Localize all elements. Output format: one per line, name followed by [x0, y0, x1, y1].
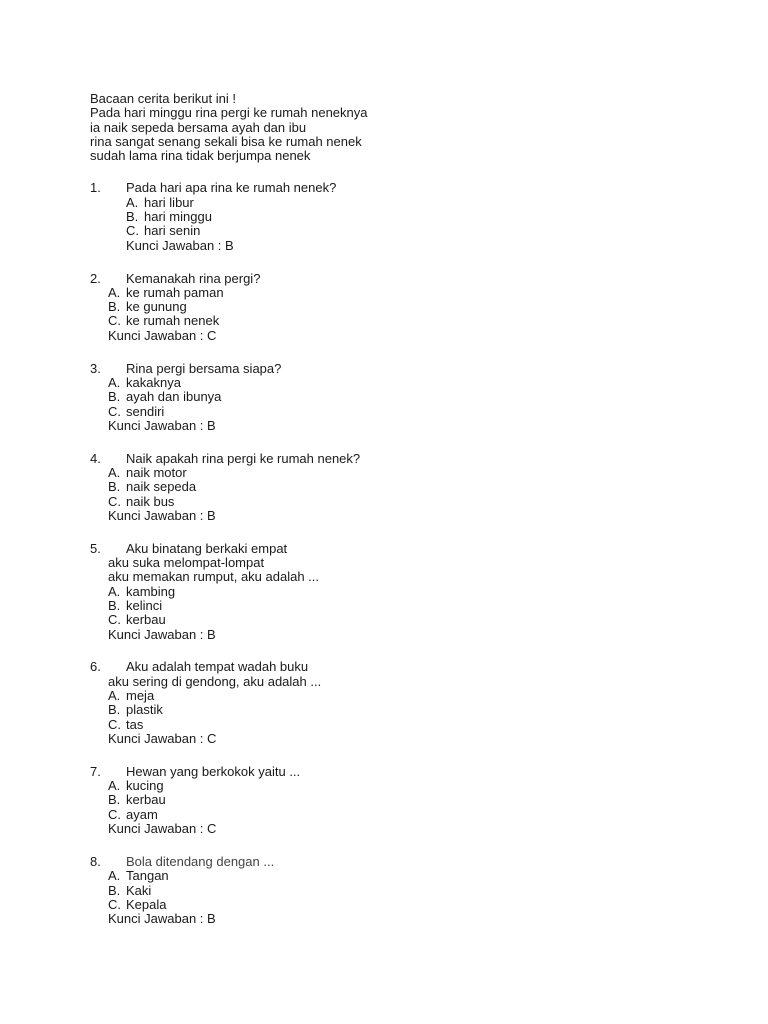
- answer-key: Kunci Jawaban : B: [108, 417, 216, 433]
- answer-key: Kunci Jawaban : C: [108, 327, 217, 343]
- option-letter: B.: [108, 702, 121, 718]
- option-text: kambing: [126, 583, 176, 599]
- question-text-continued: aku memakan rumput, aku adalah ...: [108, 569, 320, 585]
- option-text: hari minggu: [144, 209, 212, 225]
- answer-key: Kunci Jawaban : B: [108, 911, 216, 927]
- option-a: [90, 376, 690, 390]
- option-text: ayam: [126, 806, 158, 822]
- option-text: hari senin: [144, 223, 201, 239]
- question-8: [90, 855, 690, 926]
- answer-key: Kunci Jawaban : B: [108, 507, 216, 523]
- document-page: [90, 92, 690, 945]
- option-text: plastik: [126, 702, 163, 718]
- option-b: [90, 793, 690, 807]
- question-text: Rina pergi bersama siapa?: [126, 360, 282, 376]
- passage-line: ia naik sepeda bersama ayah dan ibu: [90, 119, 307, 135]
- option-b: [90, 599, 690, 613]
- option-letter: A.: [108, 374, 121, 390]
- question-5: [90, 542, 690, 642]
- reading-passage: [90, 92, 690, 163]
- option-letter: A.: [126, 194, 139, 210]
- option-text: ke rumah nenek: [126, 313, 220, 329]
- option-a: [90, 689, 690, 703]
- question-number: 7.: [90, 763, 101, 779]
- option-letter: C.: [108, 716, 121, 732]
- option-b: [90, 210, 690, 224]
- question-number: 8.: [90, 853, 101, 869]
- option-letter: A.: [108, 465, 121, 481]
- option-text: naik bus: [126, 493, 175, 509]
- option-text: ke rumah paman: [126, 284, 224, 300]
- option-letter: B.: [108, 792, 121, 808]
- question-text: Naik apakah rina pergi ke rumah nenek?: [126, 450, 361, 466]
- option-letter: A.: [108, 688, 121, 704]
- option-c: [90, 808, 690, 822]
- option-letter: A.: [108, 583, 121, 599]
- option-text: ayah dan ibunya: [126, 389, 222, 405]
- question-text-continued: aku suka melompat-lompat: [108, 555, 265, 571]
- option-text: ke gunung: [126, 299, 187, 315]
- option-text: hari libur: [144, 194, 194, 210]
- question-number: 2.: [90, 270, 101, 286]
- option-letter: C.: [126, 223, 139, 239]
- question-text: Aku binatang berkaki empat: [126, 540, 288, 556]
- option-letter: A.: [108, 284, 121, 300]
- option-a: [90, 286, 690, 300]
- option-b: [90, 703, 690, 717]
- option-b: [90, 300, 690, 314]
- option-a: [90, 869, 690, 883]
- answer-key: Kunci Jawaban : B: [126, 237, 234, 253]
- option-a: [90, 196, 690, 210]
- question-number: 3.: [90, 360, 101, 376]
- question-text: Pada hari apa rina ke rumah nenek?: [126, 180, 337, 196]
- option-letter: B.: [126, 209, 139, 225]
- question-text: Aku adalah tempat wadah buku: [126, 659, 309, 675]
- option-text: kucing: [126, 778, 164, 794]
- option-letter: C.: [108, 612, 121, 628]
- option-text: meja: [126, 688, 155, 704]
- question-text-continued: aku sering di gendong, aku adalah ...: [108, 673, 322, 689]
- option-c: [90, 314, 690, 328]
- passage-line: sudah lama rina tidak berjumpa nenek: [90, 148, 311, 164]
- option-text: Kepala: [126, 896, 167, 912]
- option-letter: B.: [108, 299, 121, 315]
- option-c: [90, 613, 690, 627]
- answer-key: Kunci Jawaban : C: [108, 821, 217, 837]
- option-letter: C.: [108, 896, 121, 912]
- question-7: [90, 765, 690, 836]
- question-text: Kemanakah rina pergi?: [126, 270, 261, 286]
- option-letter: A.: [108, 778, 121, 794]
- answer-key: Kunci Jawaban : C: [108, 730, 217, 746]
- option-letter: C.: [108, 806, 121, 822]
- option-c: [90, 718, 690, 732]
- option-b: [90, 390, 690, 404]
- option-letter: C.: [108, 493, 121, 509]
- question-text: Hewan yang berkokok yaitu ...: [126, 763, 301, 779]
- question-number: 1.: [90, 180, 101, 196]
- option-text: kakaknya: [126, 374, 181, 390]
- question-4: [90, 452, 690, 523]
- option-b: [90, 884, 690, 898]
- option-a: [90, 585, 690, 599]
- option-text: sendiri: [126, 403, 165, 419]
- passage-line: rina sangat senang sekali bisa ke rumah nenek: [90, 133, 362, 149]
- option-c: [90, 224, 690, 238]
- question-number: 5.: [90, 540, 101, 556]
- question-6: [90, 660, 690, 746]
- passage-line: Pada hari minggu rina pergi ke rumah neneknya: [90, 105, 368, 121]
- passage-title: Bacaan cerita berikut ini !: [90, 91, 236, 106]
- option-c: [90, 405, 690, 419]
- option-text: tas: [126, 716, 144, 732]
- question-3: [90, 362, 690, 433]
- option-c: [90, 898, 690, 912]
- answer-key: Kunci Jawaban : B: [108, 626, 216, 642]
- question-text: Bola ditendang dengan ...: [126, 853, 275, 869]
- option-a: [90, 779, 690, 793]
- option-text: kerbau: [126, 792, 166, 808]
- option-text: kerbau: [126, 612, 166, 628]
- option-text: Tangan: [126, 868, 169, 884]
- option-c: [90, 495, 690, 509]
- question-2: [90, 272, 690, 343]
- question-number: 6.: [90, 659, 101, 675]
- option-letter: B.: [108, 882, 121, 898]
- question-1: [90, 181, 690, 252]
- option-letter: B.: [108, 389, 121, 405]
- option-text: naik sepeda: [126, 479, 197, 495]
- option-letter: C.: [108, 403, 121, 419]
- option-letter: A.: [108, 868, 121, 884]
- question-number: 4.: [90, 450, 101, 466]
- option-letter: B.: [108, 597, 121, 613]
- option-a: [90, 466, 690, 480]
- option-letter: B.: [108, 479, 121, 495]
- option-text: Kaki: [126, 882, 152, 898]
- option-text: naik motor: [126, 465, 187, 481]
- option-text: kelinci: [126, 597, 163, 613]
- option-b: [90, 480, 690, 494]
- option-letter: C.: [108, 313, 121, 329]
